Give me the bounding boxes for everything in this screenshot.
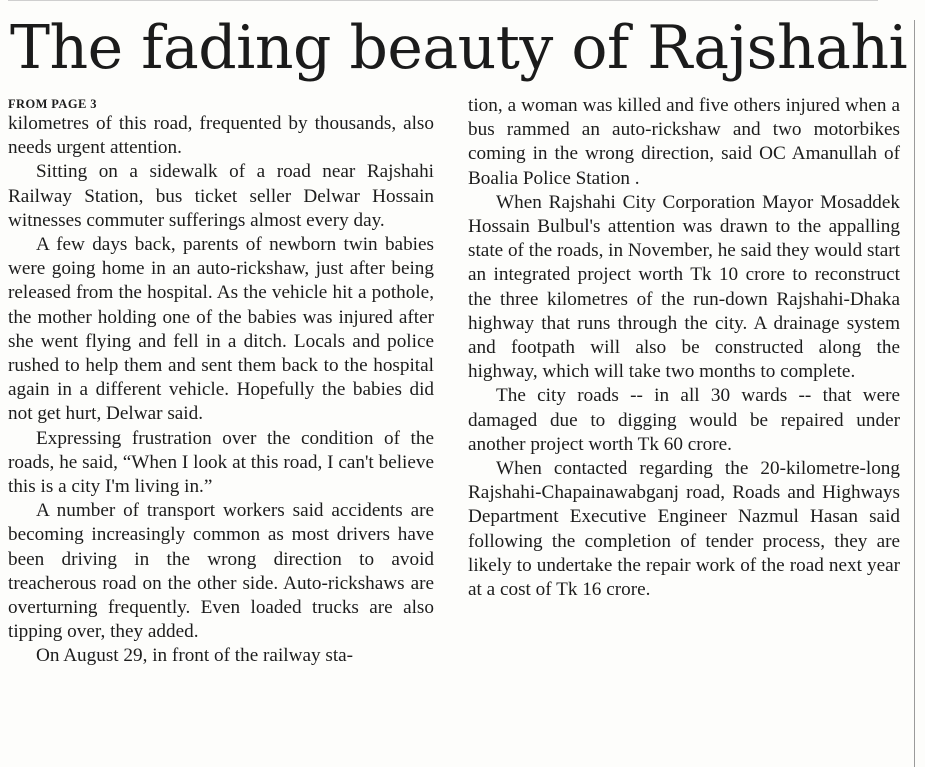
paragraph: Sitting on a sidewalk of a road near Rajshahi Railway Station, bus ticket seller Delwar Hossain witnesses commuter sufferings almost every day.: [8, 161, 434, 231]
column-rule: [914, 20, 915, 767]
paragraph: Expressing frustration over the condition of the roads, he said, “When I look at this road, I can't believe this is a city I'm living in.”: [8, 427, 434, 498]
paragraph: On August 29, in front of the railway sta-: [36, 645, 354, 667]
paragraph: kilometres of this road, frequented by thousands, also needs urgent attention.: [8, 113, 434, 159]
continuation-kicker: FROM PAGE 3: [8, 97, 97, 111]
paragraph: When contacted regarding the 20-kilometre-long Rajshahi-Chapainawabganj road, Roads and Highways Department Executive Engineer Nazmul Hasan said following the completion of tender process, they are likely to undertake the repair work of the road next year at a cost of Tk 16 crore.: [468, 458, 900, 601]
headline: The fading beauty of Rajshahi: [10, 13, 908, 83]
top-rule: [8, 0, 878, 1]
paragraph: When Rajshahi City Corporation Mayor Mosaddek Hossain Bulbul's attention was drawn to the appalling state of the roads, in November, he said they would start an integrated project worth Tk 10 crore to reconstruct the three kilometres of the run-down Rajshahi-Dhaka highway that runs through the city. A drainage system and footpath will also be constructed along the highway, which will take two months to complete.: [468, 191, 900, 383]
paragraph: A few days back, parents of newborn twin babies were going home in an auto-rickshaw, just after being released from the hospital. As the vehicle hit a pothole, the mother holding one of the babies was injured after she went flying and fell in a ditch. Locals and police rushed to help them and sent them back to the hospital again in a different vehicle. Hopefully the babies did not get hurt, Delwar said.: [8, 234, 434, 425]
article-column-right: [468, 94, 900, 602]
article-column-left: [8, 94, 434, 669]
paragraph: tion, a woman was killed and five others injured when a bus rammed an auto-rickshaw and two motorbikes coming in the wrong direction, said OC Amanullah of Boalia Police Station .: [468, 95, 900, 189]
paragraph: A number of transport workers said accidents are becoming increasingly common as most drivers have been driving in the wrong direction to avoid treacherous road on the other side. Auto-rickshaws are overturning frequently. Even loaded trucks are also tipping over, they added.: [8, 500, 434, 643]
paragraph: The city roads -- in all 30 wards -- that were damaged due to digging would be repaired under another project worth Tk 60 crore.: [468, 385, 900, 455]
